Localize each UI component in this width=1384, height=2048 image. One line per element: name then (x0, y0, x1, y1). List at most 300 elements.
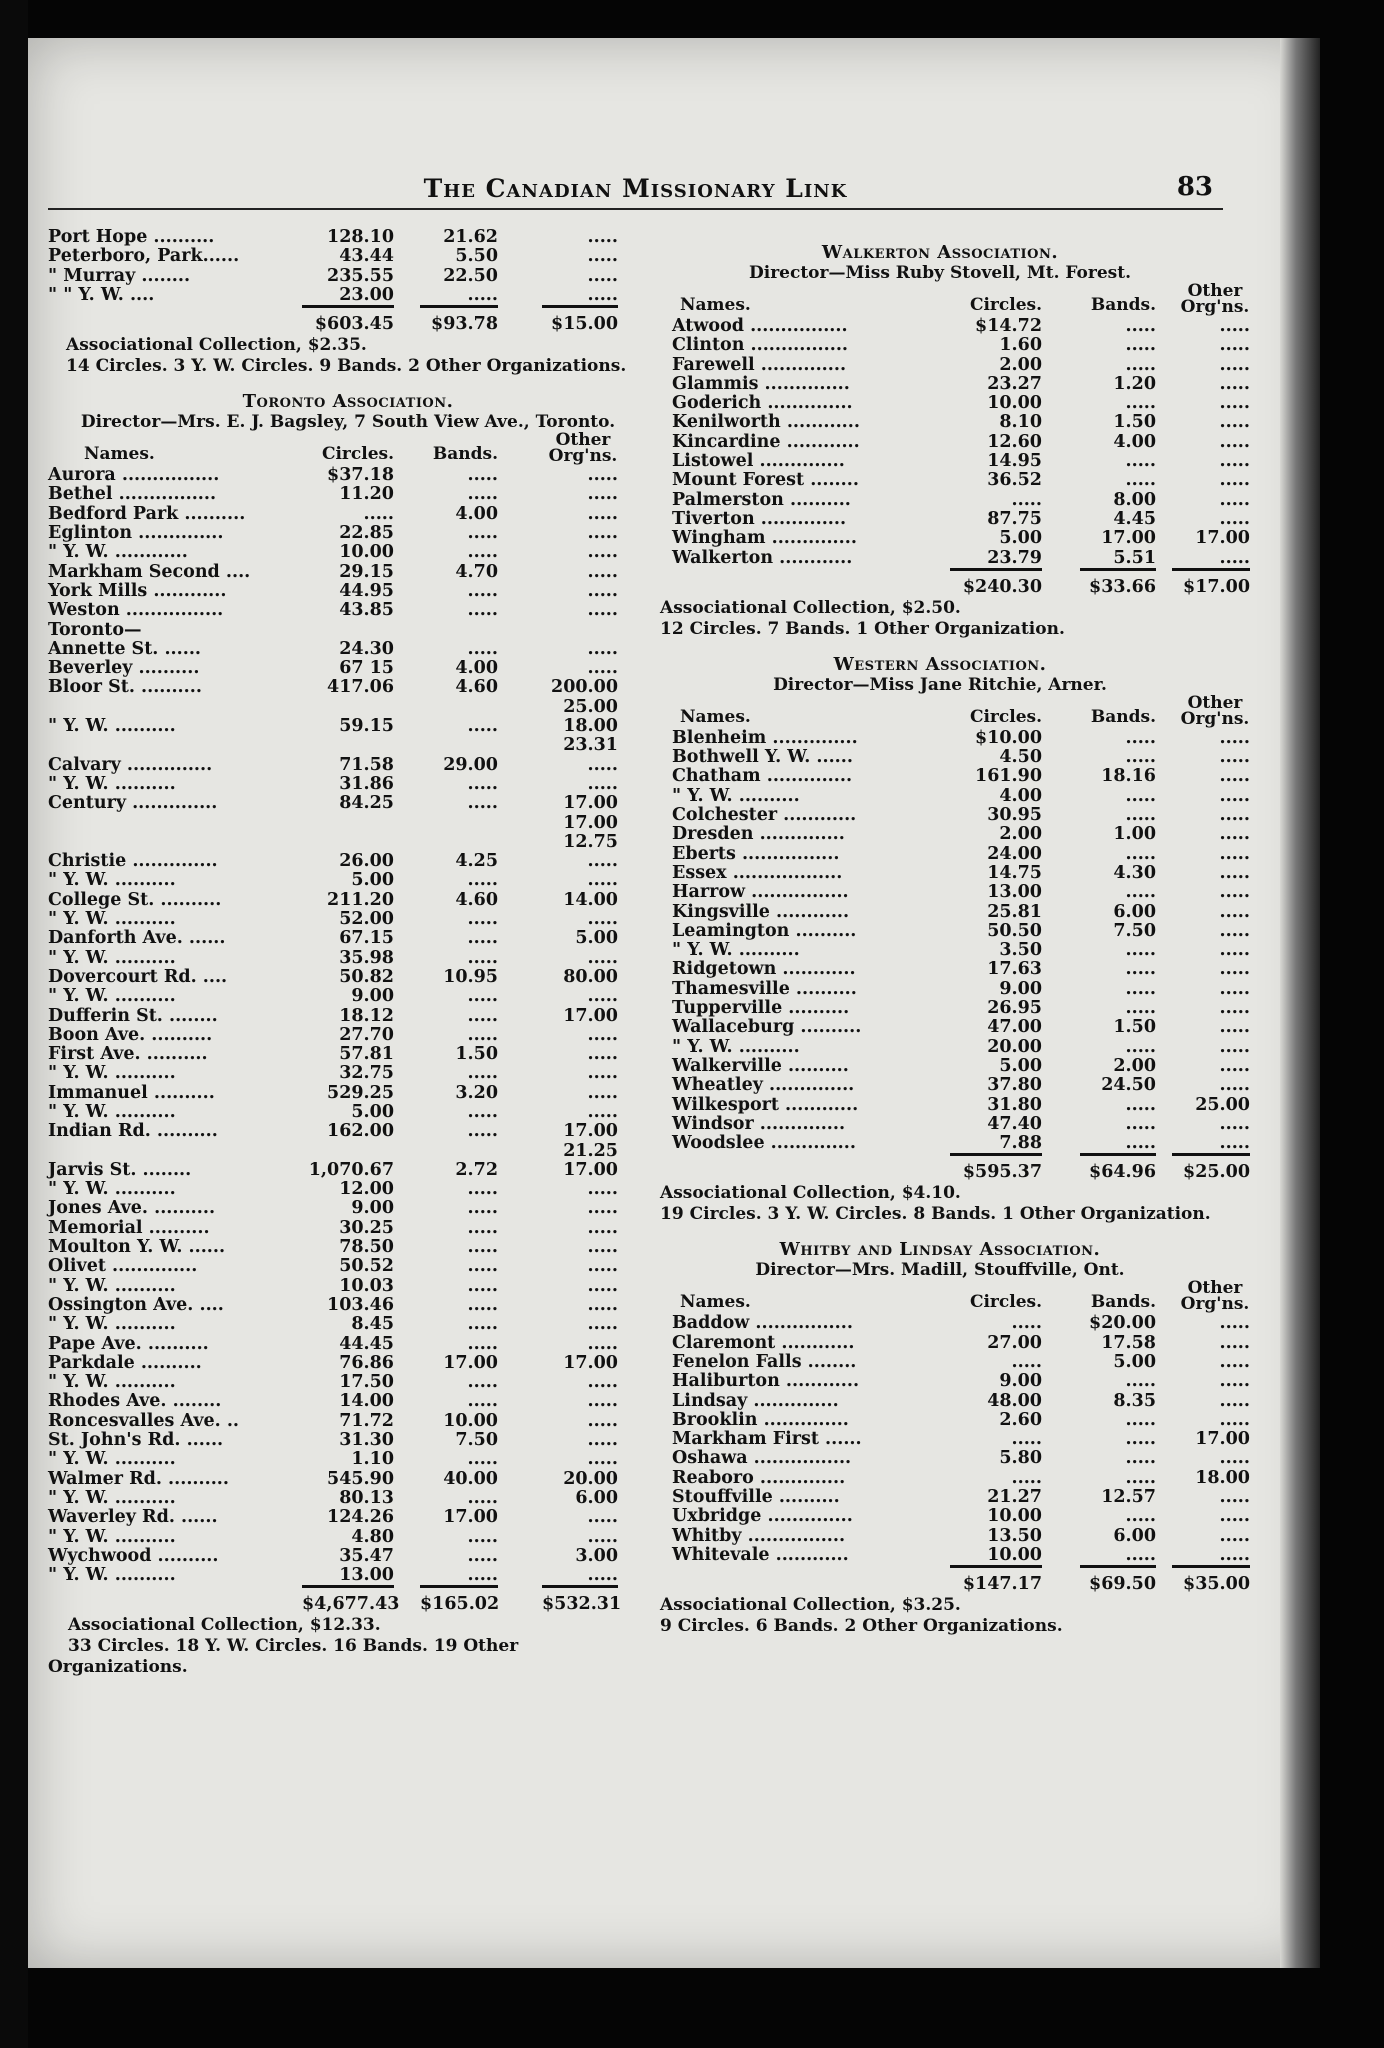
running-title: The Canadian Missionary Link (423, 174, 848, 203)
row-name: Stouffville .......... (672, 1487, 840, 1508)
row-bands: 17.00 (1101, 528, 1156, 549)
row-other: 17.00 (1195, 1429, 1250, 1450)
row-other: ..... (587, 1410, 618, 1431)
row-other: ..... (1219, 393, 1250, 414)
western-association-section (640, 653, 1250, 1226)
left-column (48, 228, 648, 1678)
table-row (640, 528, 1250, 549)
table-row (48, 659, 648, 678)
row-name: Mount Forest ........ (672, 470, 859, 491)
row-circles: $10.00 (975, 727, 1042, 748)
row-other: ..... (1219, 1390, 1250, 1411)
row-circles: 25.81 (987, 901, 1042, 922)
row-bands: 17.58 (1101, 1332, 1156, 1353)
row-bands: ..... (1125, 998, 1156, 1019)
table-row (640, 1055, 1250, 1076)
row-other: ..... (1219, 508, 1250, 529)
row-circles: ..... (1011, 489, 1042, 510)
row-other: ..... (587, 580, 618, 601)
row-other: ..... (1219, 1036, 1250, 1057)
row-circles: 47.40 (987, 1113, 1042, 1134)
row-bands: ..... (467, 947, 498, 968)
summary-note: 14 Circles. 3 Y. W. Circles. 9 Bands. 2 Other Organizations. (66, 356, 627, 377)
row-circles: 24.00 (987, 843, 1042, 864)
row-bands: ..... (467, 1179, 498, 1200)
section-title: Toronto Association. (242, 391, 454, 413)
row-other: ..... (1219, 1313, 1250, 1334)
row-bands: ..... (1125, 335, 1156, 356)
row-name: Reaboro .............. (672, 1467, 846, 1488)
table-row (640, 412, 1250, 433)
row-bands: ..... (1125, 1506, 1156, 1527)
row-other: ..... (1219, 1409, 1250, 1430)
total-other: $17.00 (1172, 568, 1250, 601)
row-circles: 4.50 (999, 747, 1042, 768)
row-other: 80.00 (563, 966, 618, 987)
row-circles: 50.50 (987, 920, 1042, 941)
totals-row (640, 1153, 1250, 1183)
table-row (48, 987, 648, 1006)
total-bands: $69.50 (1080, 1565, 1156, 1598)
row-other: ..... (587, 1333, 618, 1354)
table-row (640, 1467, 1250, 1488)
row-bands: 4.00 (1113, 431, 1156, 452)
row-name: Beverley .......... (48, 658, 200, 679)
table-row (48, 1470, 648, 1489)
row-circles: 8.45 (351, 1314, 394, 1335)
row-other: ..... (587, 484, 618, 505)
row-circles: 31.80 (987, 1094, 1042, 1115)
row-other: ..... (587, 1024, 618, 1045)
table-row (48, 582, 648, 601)
table-row (48, 717, 648, 736)
row-other: 6.00 (575, 1487, 618, 1508)
row-name: Goderich .............. (672, 393, 853, 414)
row-circles: 1,070.67 (308, 1159, 394, 1180)
row-bands: ..... (467, 1101, 498, 1122)
row-name: Eberts ................ (672, 843, 840, 864)
row-circles: 87.75 (987, 508, 1042, 529)
row-name: York Mills ............ (48, 580, 227, 601)
row-bands: ..... (467, 1005, 498, 1026)
header-circles: Circles. (321, 444, 394, 465)
row-name: Essex .................. (672, 862, 843, 883)
row-bands: ..... (1125, 470, 1156, 491)
row-other: ..... (587, 1275, 618, 1296)
row-other: ..... (587, 658, 618, 679)
table-row (640, 978, 1250, 999)
row-circles: 20.00 (987, 1036, 1042, 1057)
table-row (640, 451, 1250, 472)
section-title: Whitby and Lindsay Association. (779, 1239, 1101, 1261)
row-bands: ..... (467, 1024, 498, 1045)
table-row (48, 736, 648, 755)
row-bands: ..... (1125, 393, 1156, 414)
table-row (48, 1412, 648, 1431)
row-bands: ..... (1125, 1544, 1156, 1565)
row-name: " Y. W. .......... (48, 947, 176, 968)
row-name: Colchester ............ (672, 805, 857, 826)
row-bands: 10.00 (443, 1410, 498, 1431)
row-bands: ..... (467, 1198, 498, 1219)
row-circles: ..... (1011, 1467, 1042, 1488)
row-name: " Y. W. .......... (48, 909, 176, 930)
table-row (640, 766, 1250, 787)
row-circles: 29.15 (339, 561, 394, 582)
row-name: Port Hope .......... (48, 227, 215, 247)
row-bands: ..... (467, 716, 498, 737)
row-circles: 32.75 (339, 1063, 394, 1084)
row-bands: ..... (467, 870, 498, 891)
total-other: $532.31 (542, 1585, 618, 1618)
table-row (640, 470, 1250, 491)
row-name: Ossington Ave. .... (48, 1294, 224, 1315)
header-names: Names. (680, 706, 751, 727)
row-bands: ..... (467, 793, 498, 814)
table-row (48, 775, 648, 794)
table-row (640, 1506, 1250, 1527)
row-name: Pape Ave. .......... (48, 1333, 209, 1354)
row-bands: ..... (1125, 1094, 1156, 1115)
table-row (640, 1429, 1250, 1450)
row-name: Dovercourt Rd. .... (48, 966, 228, 987)
row-name: " Y. W. .......... (48, 1449, 176, 1470)
row-bands: 5.00 (1113, 1351, 1156, 1372)
row-other: ..... (1219, 727, 1250, 748)
row-circles: 76.86 (339, 1352, 394, 1373)
row-bands: ..... (1125, 882, 1156, 903)
row-bands: 6.00 (1113, 901, 1156, 922)
table-row (640, 393, 1250, 414)
row-circles: 24.30 (339, 638, 394, 659)
row-other: 21.25 (563, 1140, 618, 1161)
row-name: Claremont ............ (672, 1332, 855, 1353)
row-circles: 26.95 (987, 998, 1042, 1019)
row-circles: 84.25 (339, 793, 394, 814)
row-bands: 17.00 (443, 1352, 498, 1373)
row-other: 5.00 (575, 928, 618, 949)
row-bands: ..... (1125, 316, 1156, 336)
table-row (48, 814, 648, 833)
table-row (640, 1313, 1250, 1334)
row-bands: ..... (467, 1545, 498, 1566)
row-circles: 9.00 (999, 978, 1042, 999)
row-bands: 17.00 (443, 1507, 498, 1528)
book-binding-shadow (1280, 38, 1320, 1968)
row-other: ..... (587, 1294, 618, 1315)
row-name: Wheatley .............. (672, 1075, 855, 1096)
row-name: " Y. W. .......... (48, 1101, 176, 1122)
row-circles: 30.25 (339, 1217, 394, 1238)
table-row (48, 1354, 648, 1373)
totals-row (640, 568, 1250, 597)
row-bands: 1.20 (1113, 373, 1156, 394)
row-other: ..... (1219, 373, 1250, 394)
row-other: ..... (587, 561, 618, 582)
row-bands: ..... (1125, 1409, 1156, 1430)
row-name: Tiverton .............. (672, 508, 847, 529)
row-circles: 14.75 (987, 862, 1042, 883)
row-circles: 31.30 (339, 1430, 394, 1451)
row-name: " Murray ........ (48, 265, 191, 286)
row-bands: 7.50 (1113, 920, 1156, 941)
table-row (48, 1431, 648, 1450)
summary-note: 12 Circles. 7 Bands. 1 Other Organization. (660, 618, 1065, 639)
row-bands: ..... (467, 1121, 498, 1142)
row-name: Waverley Rd. ...... (48, 1507, 218, 1528)
row-circles: 12.00 (339, 1179, 394, 1200)
row-circles: 78.50 (339, 1237, 394, 1258)
table-row (640, 354, 1250, 375)
row-circles: 35.47 (339, 1545, 394, 1566)
row-circles: 7.88 (999, 1133, 1042, 1154)
table-row (48, 505, 648, 524)
row-other: 17.00 (563, 1352, 618, 1373)
row-bands: 5.51 (1113, 547, 1156, 568)
row-name: " Y. W. .......... (48, 870, 176, 891)
collection-note: Associational Collection, $12.33. (68, 1615, 381, 1636)
table-row (640, 1448, 1250, 1469)
row-other: ..... (587, 1237, 618, 1258)
row-circles: 67 15 (339, 658, 394, 679)
table-row (640, 920, 1250, 941)
row-circles: 44.95 (339, 580, 394, 601)
row-other: 18.00 (1195, 1467, 1250, 1488)
row-circles: 30.95 (987, 805, 1042, 826)
table-row (48, 563, 648, 582)
row-bands: ..... (467, 1237, 498, 1258)
row-circles: 13.00 (987, 882, 1042, 903)
row-name: Palmerston .......... (672, 489, 851, 510)
row-name: Lindsay .............. (672, 1390, 839, 1411)
table-row (48, 1392, 648, 1411)
row-bands: ..... (467, 909, 498, 930)
row-circles: 37.80 (987, 1075, 1042, 1096)
table-row (48, 1084, 648, 1103)
row-other: ..... (1219, 470, 1250, 491)
row-bands: 1.00 (1113, 824, 1156, 845)
table-row (48, 485, 648, 504)
row-other: ..... (587, 1372, 618, 1393)
row-name: Walkerville .......... (672, 1055, 849, 1076)
row-circles: 52.00 (339, 909, 394, 930)
row-other: ..... (1219, 1133, 1250, 1154)
row-name: Bethel ................ (48, 484, 217, 505)
row-name: Bedford Park .......... (48, 503, 246, 524)
row-name: Fenelon Falls ........ (672, 1351, 857, 1372)
row-other: ..... (587, 1391, 618, 1412)
row-other: ..... (1219, 316, 1250, 336)
row-other: ..... (1219, 1487, 1250, 1508)
summary-note: 19 Circles. 3 Y. W. Circles. 8 Bands. 1 Other Organization. (660, 1204, 1211, 1225)
row-bands: ..... (467, 1063, 498, 1084)
table-row (48, 543, 648, 562)
row-other: 17.00 (563, 1159, 618, 1180)
row-circles: 27.70 (339, 1024, 394, 1045)
total-other: $35.00 (1172, 1565, 1250, 1598)
row-bands: ..... (1125, 1036, 1156, 1057)
whitby-lindsay-association-section (640, 1239, 1250, 1637)
row-other: ..... (587, 1082, 618, 1103)
row-bands: ..... (467, 928, 498, 949)
row-other: ..... (1219, 1544, 1250, 1565)
section-director: Director—Miss Ruby Stovell, Mt. Forest. (749, 263, 1131, 283)
row-circles: 13.00 (339, 1565, 394, 1586)
row-other: ..... (587, 1198, 618, 1219)
row-circles: 10.00 (987, 393, 1042, 414)
row-name: Baddow ................ (672, 1313, 853, 1334)
table-row (48, 228, 648, 247)
row-circles: 50.82 (339, 966, 394, 987)
row-other: ..... (587, 1526, 618, 1547)
row-circles: 43.44 (339, 246, 394, 267)
table-row (48, 1566, 648, 1585)
row-name: Markham Second .... (48, 561, 251, 582)
row-circles: 27.00 (987, 1332, 1042, 1353)
row-name: Woodslee .............. (672, 1133, 856, 1154)
row-circles: 417.06 (327, 677, 394, 698)
column-headers (640, 281, 1250, 317)
header-bands: Bands. (1090, 706, 1156, 727)
row-name: Peterboro, Park...... (48, 246, 240, 267)
row-bands: 4.30 (1113, 862, 1156, 883)
row-other: 25.00 (1195, 1094, 1250, 1115)
table-row (48, 1373, 648, 1392)
row-name: Atwood ................ (672, 316, 848, 336)
row-circles: 1.10 (351, 1449, 394, 1470)
row-bands: ..... (1125, 1113, 1156, 1134)
row-name: " Y. W. .......... (48, 1372, 176, 1393)
row-circles: 23.27 (987, 373, 1042, 394)
row-circles: 12.60 (987, 431, 1042, 452)
table-row (640, 1544, 1250, 1565)
row-name: " Y. W. ............ (48, 542, 188, 563)
row-circles: 17.50 (339, 1372, 394, 1393)
row-name: Haliburton ............ (672, 1371, 860, 1392)
table-row (640, 431, 1250, 452)
row-bands: 4.60 (455, 889, 498, 910)
row-other: ..... (587, 227, 618, 247)
row-other: 20.00 (563, 1468, 618, 1489)
row-circles: 211.20 (327, 889, 394, 910)
table-row (640, 998, 1250, 1019)
row-other: 3.00 (575, 1545, 618, 1566)
row-other: ..... (587, 1256, 618, 1277)
row-circles: 71.58 (339, 754, 394, 775)
row-name: Harrow ................ (672, 882, 849, 903)
row-other: ..... (1219, 451, 1250, 472)
row-other: ..... (587, 851, 618, 872)
table-row (640, 805, 1250, 826)
row-bands: ..... (467, 465, 498, 486)
row-bands: ..... (467, 1314, 498, 1335)
row-circles: 22.85 (339, 523, 394, 544)
totals-row (48, 1585, 648, 1615)
row-circles: 26.00 (339, 851, 394, 872)
table-row (640, 1332, 1250, 1353)
row-name: " Y. W. .......... (672, 1036, 800, 1057)
row-name: Parkdale .......... (48, 1352, 202, 1373)
row-other: ..... (587, 1565, 618, 1586)
row-circles: 48.00 (987, 1390, 1042, 1411)
row-bands: 29.00 (443, 754, 498, 775)
header-circles: Circles. (969, 1292, 1042, 1313)
row-circles: 23.00 (339, 284, 394, 305)
section-director: Director—Miss Jane Ritchie, Arner. (773, 674, 1107, 695)
row-name: " Y. W. .......... (48, 773, 176, 794)
row-name: Jones Ave. .......... (48, 1198, 216, 1219)
header-bands: Bands. (432, 444, 498, 465)
row-name: Clinton ................ (672, 335, 848, 356)
table-row (48, 910, 648, 929)
row-bands: ..... (1125, 1467, 1156, 1488)
row-bands: ..... (467, 600, 498, 621)
table-row (48, 968, 648, 987)
row-name: Thamesville .......... (672, 978, 857, 999)
table-row (640, 1351, 1250, 1372)
table-row (48, 267, 648, 286)
row-bands: ..... (1125, 1448, 1156, 1469)
row-bands: 4.60 (455, 677, 498, 698)
row-name: Immanuel .......... (48, 1082, 215, 1103)
table-row (48, 852, 648, 871)
scan-left-margin (0, 0, 28, 2048)
table-row (48, 1026, 648, 1045)
row-bands: $20.00 (1089, 1313, 1156, 1334)
row-name: Wilkesport ............ (672, 1094, 859, 1115)
row-name: " Y. W. .......... (48, 1565, 176, 1586)
table-row (48, 1450, 648, 1469)
row-circles: 18.12 (339, 1005, 394, 1026)
table-row (48, 1007, 648, 1026)
row-other: ..... (1219, 1351, 1250, 1372)
row-other: 18.00 (563, 716, 618, 737)
row-circles: 4.80 (351, 1526, 394, 1547)
row-other: ..... (587, 1217, 618, 1238)
table-row (48, 949, 648, 968)
row-bands: ..... (1125, 354, 1156, 375)
row-bands: 21.62 (443, 227, 498, 247)
row-bands: ..... (1125, 785, 1156, 806)
row-other: ..... (1219, 940, 1250, 961)
table-row (48, 1045, 648, 1064)
summary-note: 9 Circles. 6 Bands. 2 Other Organizations. (660, 1616, 1063, 1637)
row-name: Olivet .............. (48, 1256, 198, 1277)
walkerton-association-section (640, 242, 1250, 640)
row-name: Wallaceburg .......... (672, 1017, 862, 1038)
total-other: $15.00 (542, 305, 618, 338)
row-bands: ..... (467, 986, 498, 1007)
row-circles: 103.46 (327, 1294, 394, 1315)
header-names: Names. (680, 295, 751, 315)
table-row (48, 1219, 648, 1238)
row-other: ..... (587, 523, 618, 544)
row-bands: 10.95 (443, 966, 498, 987)
section-title: Western Association. (833, 653, 1047, 675)
row-name: Listowel .............. (672, 451, 845, 472)
row-other: ..... (1219, 1055, 1250, 1076)
row-bands: ..... (467, 542, 498, 563)
row-bands: 4.00 (455, 658, 498, 679)
row-name: Markham First ...... (672, 1429, 862, 1450)
row-circles: ..... (1011, 1313, 1042, 1334)
table-row (640, 316, 1250, 336)
row-other: ..... (587, 1314, 618, 1335)
row-name: " Y. W. .......... (48, 1526, 176, 1547)
row-bands: ..... (1125, 1371, 1156, 1392)
row-circles: 14.00 (339, 1391, 394, 1412)
row-name: Oshawa ................ (672, 1448, 852, 1469)
